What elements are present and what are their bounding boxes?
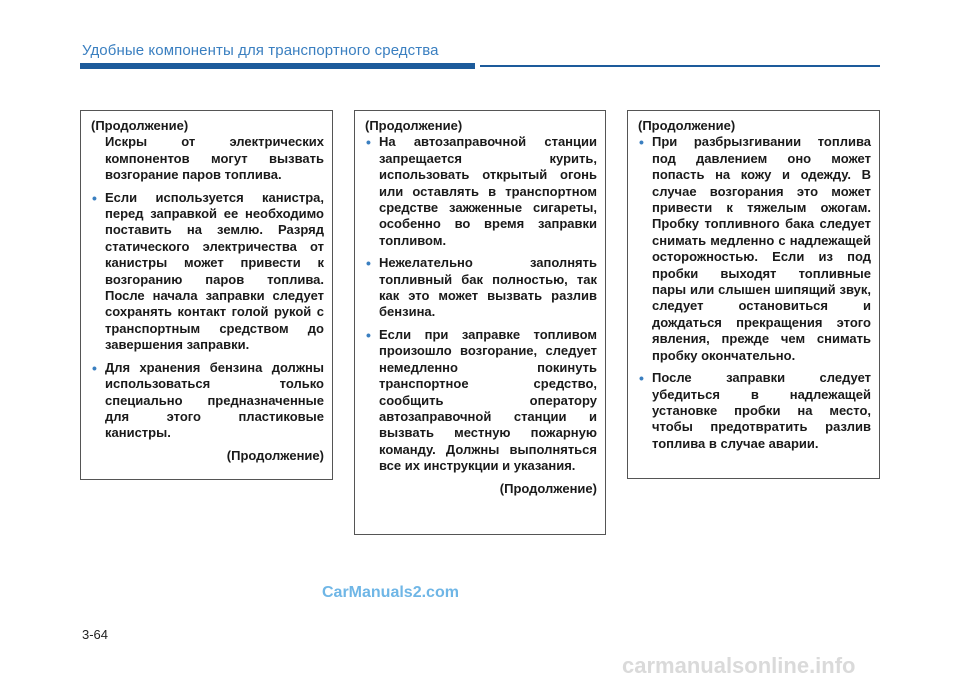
bullet-dot-icon: •: [366, 255, 371, 272]
bullet-text: Для хранения бензина должны использоваться только специально предназначенные для этого пластиковые канистры.: [105, 359, 324, 441]
continued-label: (Продолжение): [226, 447, 324, 463]
bullet-item: [638, 134, 871, 364]
site-watermark[interactable]: CarManuals2.com: [322, 584, 459, 601]
bullet-item: [91, 360, 324, 442]
bullet-text: После заправки следует убедиться в надлежащей установке пробки на место, чтобы предотвратить разлив топлива в случае аварии.: [652, 370, 871, 451]
bullet-dot-icon: •: [639, 134, 644, 151]
bullet-item: [365, 255, 597, 321]
bullet-item: [91, 190, 324, 354]
bullet-text: Нежелательно заполнять топливный бак полностью, так как это может вызвать разлив бензина.: [379, 255, 597, 320]
bullet-item: [638, 370, 871, 452]
box-heading: (Продолжение): [91, 118, 189, 133]
page-number: 3-64: [82, 627, 109, 642]
warning-box-3: [627, 110, 880, 479]
warning-box-1: [80, 110, 333, 480]
warning-box-2: [354, 110, 606, 535]
header-rule-thick: [80, 63, 475, 69]
bullet-item: [365, 134, 597, 249]
bullet-dot-icon: •: [92, 189, 97, 206]
bullet-dot-icon: •: [366, 134, 371, 151]
section-title: Удобные компоненты для транспортного средства: [82, 42, 439, 59]
bullet-dot-icon: •: [92, 359, 97, 376]
header-rule-thin: [480, 65, 880, 67]
continued-label: (Продолжение): [499, 480, 597, 496]
box-paragraph: Искры от электрических компонентов могут вызвать возгорание паров топлива.: [105, 134, 324, 183]
bullet-dot-icon: •: [639, 370, 644, 387]
bullet-item: [365, 327, 597, 475]
bullet-text: Если используется канистра, перед заправкой ее необходимо поставить на землю. Разряд статического электричества от канистры может привести к возгоранию паров топлива. После начала заправки следует сохранять контакт голой рукой с транспортным средством до завершения заправки.: [105, 189, 324, 353]
bullet-text: При разбрызгивании топлива под давлением оно может попасть на кожу и одежду. В случае возгорания это может привести к тяжелым ожогам. Пробку топливного бака следует снимать медленно с надлежащей осторожностью. Если из под пробки выходят топливные пары или слышен шипящий звук, следует остановиться и дождаться прекращения этого явления, прежде чем снимать пробку окончательно.: [652, 134, 871, 363]
box-heading: (Продолжение): [638, 118, 736, 133]
footer-watermark: carmanualsonline.info: [622, 653, 856, 678]
bullet-text: На автозаправочной станции запрещается курить, использовать открытый огонь или оставлять в транспортном средстве зажженные сигареты, особенно во время заправки топливом.: [379, 134, 597, 248]
bullet-text: Если при заправке топливом произошло возгорание, следует немедленно покинуть транспортное средство, сообщить оператору автозаправочной станции и вызвать местную пожарную команду. Должны выполняться все их инструкции и указания.: [379, 326, 597, 474]
box-heading: (Продолжение): [365, 118, 463, 133]
bullet-dot-icon: •: [366, 326, 371, 343]
